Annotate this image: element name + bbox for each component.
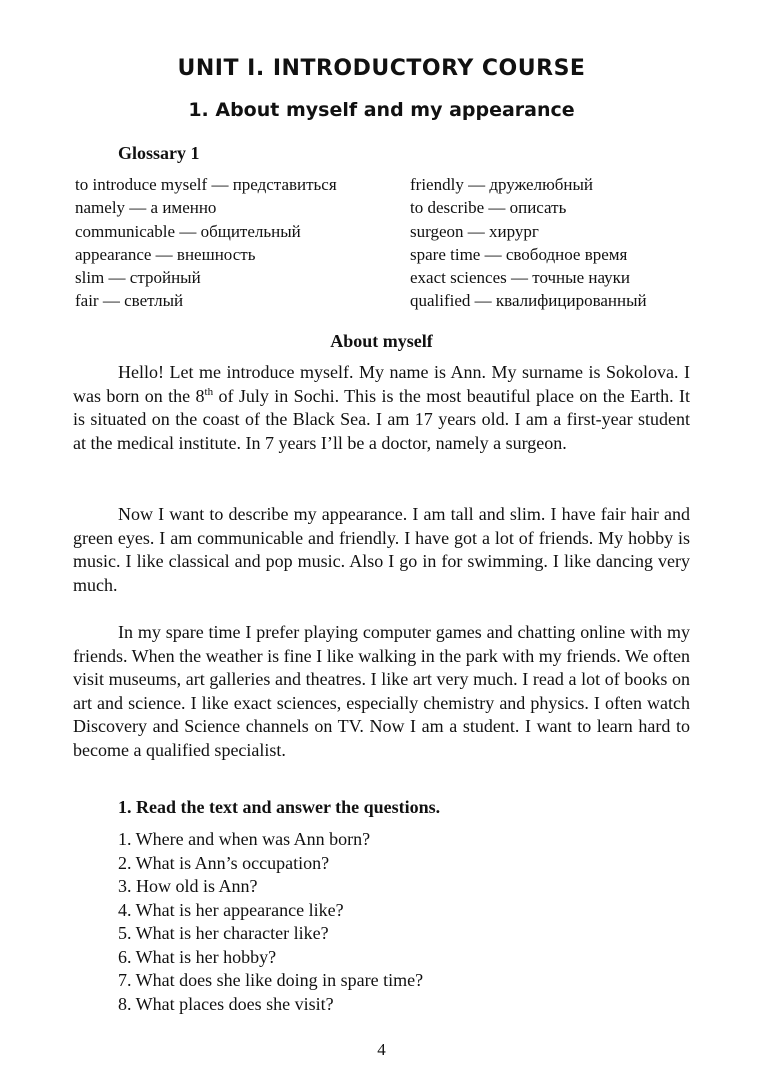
paragraph-3 bbox=[73, 621, 690, 762]
question-item: 2. What is Ann’s occupation? bbox=[118, 852, 330, 873]
question-item: 6. What is her hobby? bbox=[118, 946, 277, 967]
glossary-entry: spare time — свободное время bbox=[410, 244, 628, 264]
question-item: 7. What does she like doing in spare time? bbox=[118, 970, 424, 990]
glossary-entry: slim — стройный bbox=[75, 268, 201, 288]
glossary-entry: appearance — внешность bbox=[75, 244, 256, 264]
page-number: 4 bbox=[377, 1040, 386, 1059]
glossary-entry: to describe — описать bbox=[410, 198, 567, 218]
glossary-entry: surgeon — хирург bbox=[410, 221, 539, 241]
question-item: 8. What places does she visit? bbox=[118, 993, 334, 1014]
paragraph-3-text: In my spare time I prefer playing computer games and chatting online with my friends. When the weather is fine I like walking in the park with my friends. We often visit museums, art galleries and theatres. I like art very much. I read a lot of books on art and science. I like exact sciences, especially chemistry and physics. I often watch Discovery and Science channels on TV. Now I am a student. I want to learn hard to become a qualified specialist. bbox=[73, 622, 690, 760]
glossary-entry: namely — а именно bbox=[75, 198, 217, 218]
glossary-entry: fair — светлый bbox=[75, 291, 184, 311]
text-heading: About myself bbox=[330, 331, 433, 351]
glossary-title: Glossary 1 bbox=[118, 143, 200, 163]
paragraph-1-text-end: of July in Sochi. This is the most beautiful place on the Earth. It is situated on the coast of the Black Sea. I am 17 years old. I am a first-year student at the medical institute. In 7 years I’ll be a doctor, namely a surgeon. bbox=[73, 385, 691, 453]
glossary-entry: exact sciences — точные науки bbox=[410, 268, 631, 288]
question-item: 5. What is her character like? bbox=[118, 923, 329, 943]
paragraph-2-text: Now I want to describe my appearance. I am tall and slim. I have fair hair and green eyes. I am communicable and friendly. I have got a lot of friends. My hobby is music. I like classical and pop music. Also I go in for swimming. I like dancing very much. bbox=[73, 504, 690, 595]
lesson-title: 1. About myself and my appearance bbox=[188, 99, 575, 121]
glossary-entry: qualified — квалифицированный bbox=[410, 291, 647, 311]
glossary-column-left bbox=[75, 173, 405, 313]
paragraph-1 bbox=[73, 361, 690, 455]
paragraph-2 bbox=[73, 503, 690, 597]
question-item: 3. How old is Ann? bbox=[118, 876, 258, 896]
question-item: 1. Where and when was Ann born? bbox=[118, 829, 371, 849]
question-item: 4. What is her appearance like? bbox=[118, 899, 344, 920]
glossary-column-right bbox=[410, 173, 700, 313]
paragraph-1-text-start: Hello! Let me introduce myself. My name is Ann. My surname is Sokolova. I was born on the 8 bbox=[73, 362, 690, 406]
question-list bbox=[118, 828, 423, 1016]
exercise-title: 1. Read the text and answer the questions. bbox=[118, 797, 441, 817]
glossary-entry: communicable — общительный bbox=[75, 221, 301, 241]
glossary-entry: to introduce myself — представиться bbox=[75, 175, 337, 194]
ordinal-suffix: th bbox=[204, 385, 214, 398]
glossary-entry: friendly — дружелюбный bbox=[410, 175, 594, 194]
unit-title: UNIT I. INTRODUCTORY COURSE bbox=[177, 56, 586, 81]
